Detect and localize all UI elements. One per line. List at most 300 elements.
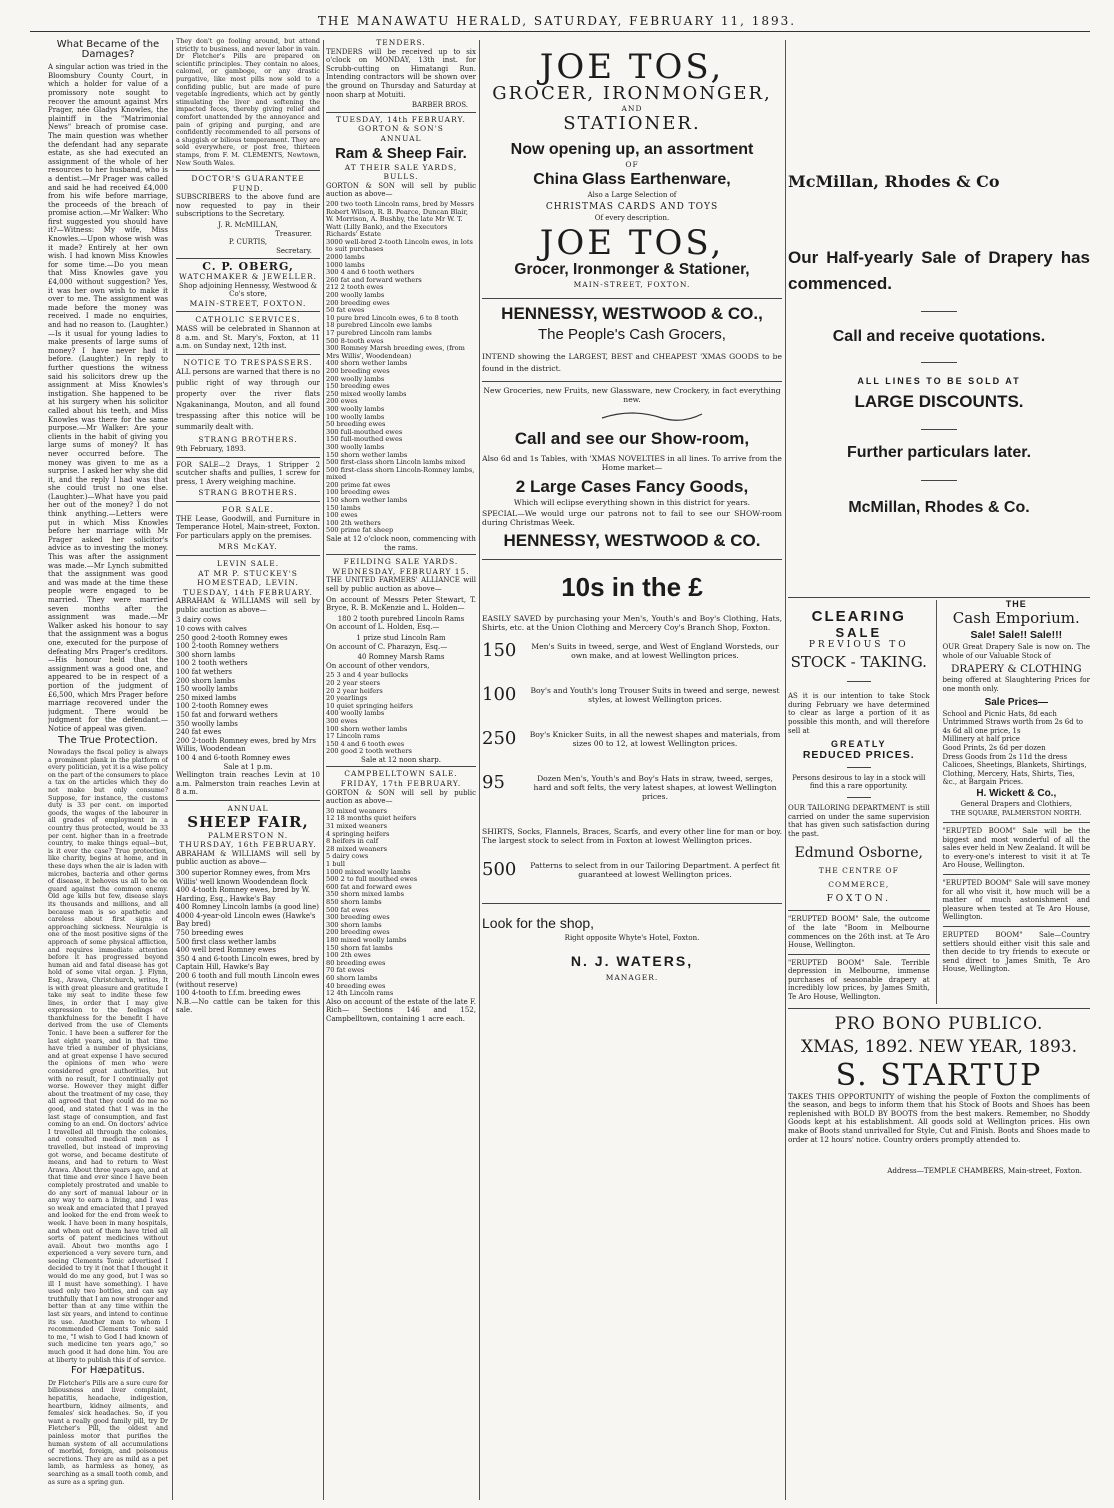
- list-item: 300 woolly lambs: [326, 442, 385, 451]
- forsale-body: FOR SALE—2 Drays, 1 Stripper 2 scutcher shafts and pullies, 1 screw for press, 1 Avery weighing machine.: [176, 460, 320, 486]
- waters-name: N. J. WATERS,: [570, 952, 694, 969]
- quantity: 100: [482, 683, 517, 705]
- oberg-trade: WATCHMAKER & JEWELLER.: [178, 272, 318, 282]
- clothing-row: [482, 771, 782, 801]
- quantity: 95: [482, 771, 505, 793]
- the-label: THE: [1005, 598, 1027, 609]
- bulls-intro: GORTON & SON will sell by public auction as above—: [326, 181, 476, 199]
- list-item: 300 4 and 6 tooth wethers: [326, 268, 415, 277]
- list-item: 150 4 and 6 tooth ewes: [326, 739, 405, 748]
- list-item: 100 2-tooth Romney wethers: [176, 642, 279, 651]
- list-item: 150 lambs: [326, 503, 361, 512]
- column-divider: [936, 600, 937, 1004]
- masthead: THE MANAWATU HERALD, SATURDAY, FEBRUARY 11, 1893.: [317, 14, 797, 28]
- list-item: 150 woolly lambs: [176, 685, 238, 694]
- feilding-account: On account of other vendors,: [326, 661, 430, 670]
- list-item: 200 2-tooth Romney ewes, bred by Mrs Willis, Woodendean: [176, 736, 316, 754]
- wickett-address: THE SQUARE, PALMERSTON NORTH.: [950, 808, 1082, 817]
- clothing-row: [482, 727, 782, 749]
- list-item: 100 2-tooth Romney ewes: [176, 702, 269, 711]
- centre-commerce: THE CENTRE OF COMMERCE,: [818, 866, 899, 890]
- forsale-title: FOR SALE.: [222, 504, 274, 514]
- description: Men's Suits in tweed, serge, and West of England Worsteds, our own make, and at lowest Wellington prices.: [531, 641, 779, 660]
- erupted-boom-ad: ERUPTED BOOM" Sale—Country settlers should either visit this sale and then decide to try friends to execute or send direct to James Smith, Te Aro House, Wellington.: [942, 931, 1090, 974]
- fund-body: SUBSCRIBERS to the above fund are now requested to pay in their subscriptions to the Secretary.: [176, 193, 320, 219]
- list-item: 100 woolly lambs: [326, 412, 385, 421]
- shirts-note: SHIRTS, Socks, Flannels, Braces, Scarfs, and every other line for man or boy. The largest stock to select from in Foxton at lowest Wellington prices.: [482, 826, 782, 845]
- stock-taking: STOCK - TAKING.: [790, 653, 927, 672]
- look-for-shop: Look for the shop,: [482, 914, 595, 931]
- erupted-boom-ad: "ERUPTED BOOM" Sale, the outcome of the late "Boom in Melbourne commences on the 26th inst. at Te Aro House, Wellington.: [788, 915, 930, 950]
- divider: [788, 1008, 1090, 1009]
- list-item: 31 mixed weaners: [326, 822, 387, 831]
- divider: [943, 822, 1090, 823]
- mcmillan-title: McMillan, Rhodes & Co: [788, 172, 1000, 191]
- list-item: 200 woolly lambs: [326, 291, 385, 300]
- osborne-ad: [788, 600, 930, 1004]
- trespass-body: ALL persons are warned that there is no public right of way through our property over the river flats Ngakaninanga, Mouton, and all found trespassing after this notice will be summarily dealt with.: [176, 368, 320, 432]
- description: Dozen Men's, Youth's and Boy's Hats in straw, tweed, serges, hard and soft felts, the very latest shapes, at lowest Wellington prices.: [533, 773, 777, 801]
- divider: [176, 457, 320, 458]
- quantity: 250: [482, 727, 517, 749]
- list-item: 250 good 2-tooth Romney ewes: [176, 633, 288, 642]
- list-item: 250 mixed lambs: [176, 693, 237, 702]
- quantity: 500: [482, 858, 517, 880]
- tenders-title: TENDERS.: [376, 38, 426, 47]
- description: Boy's Knicker Suits, in all the newest shapes and materials, from sizes 00 to 12, at lowest Wellington prices.: [529, 729, 781, 748]
- date: 9th February, 1893.: [176, 444, 246, 453]
- list-item: 212 2 tooth ewes: [326, 283, 384, 292]
- column-1: [48, 38, 168, 1500]
- list-item: 300 full-mouthed ewes: [326, 427, 403, 436]
- list-item: 100 fat wethers: [176, 668, 232, 677]
- column-5: [788, 38, 1090, 1500]
- list-item: 260 fat and forward wethers: [326, 275, 422, 284]
- article-body: Dr Fletcher's Pills are a sure cure for biliousness and liver complaint, hepatitis, headache, indigestion, heartburn, kidney ailments, and females' sick headaches. So, if you want a really good family pill, try Dr Fletcher's Pill, the oldest and painless motor that purifies the human system of all accumulations of morbid, foreign, and poisonous secretions. They are as mild as a pet lamb, as harmless as honey, as searching as a small tooth comb, and as sure as a spring gun.: [48, 1379, 168, 1486]
- list-item: 300 breeding ewes: [326, 913, 390, 922]
- sheep-fair-title: SHEEP FAIR,: [187, 812, 309, 831]
- list-item: 200 two tooth Lincoln rams, bred by Messrs Robert Wilson, R. B. Pearce, Duncan Blair, W. Morrison, A. Bushby, the late Mr W. T. Watt (Lilly Bank), and the Executors Richards' Estate: [326, 199, 474, 239]
- sale-headline: SALE: [835, 624, 883, 640]
- divider: [788, 597, 1090, 598]
- feilding-account: On account of Messrs Peter Stewart, T. Bryce, R. B. McKenzie and L. Holden—: [326, 595, 476, 613]
- signature: Treasurer.: [275, 229, 312, 238]
- list-item: 300 shorn lambs: [176, 650, 236, 659]
- list-item: 100 2 tooth wethers: [176, 659, 248, 668]
- persons-note: Persons desirous to lay in a stock will find this a rare opportunity.: [792, 773, 926, 791]
- feilding-item: 40 Romney Marsh Rams: [357, 653, 445, 662]
- feilding-item: 180 2 tooth purebred Lincoln Rams: [337, 614, 465, 623]
- signature: STRANG BROTHERS.: [198, 435, 298, 445]
- previous-label: PREVIOUS TO: [808, 640, 909, 651]
- list-item: 350 woolly lambs: [176, 719, 238, 728]
- signature: BARBER BROS.: [411, 101, 468, 110]
- list-item: 17 purebred Lincoln ram lambs: [326, 329, 432, 337]
- column-divider: [785, 40, 786, 1500]
- ten-shillings-headline: 10s in the £: [561, 571, 703, 602]
- divider: [482, 903, 782, 904]
- divider: [482, 298, 782, 299]
- list-item: 150 breeding ewes: [326, 382, 390, 391]
- campbelltown-date: FRIDAY, 17th FEBRUARY.: [340, 779, 462, 789]
- joe-tos-trade: Grocer, Ironmonger & Stationer,: [514, 261, 750, 279]
- ram-fair-title: Ram & Sheep Fair.: [335, 144, 467, 162]
- mcmillan-footer: McMillan, Rhodes & Co.: [848, 498, 1030, 516]
- column-divider: [172, 40, 173, 1500]
- oberg-name: C. P. OBERG,: [202, 260, 294, 274]
- list-item: 4 springing heifers: [326, 829, 390, 838]
- sale-time: Sale at 12 o'clock noon, commencing with the rams.: [326, 535, 476, 552]
- list-item: 12 4th Lincoln rams: [326, 989, 394, 998]
- divider: [921, 480, 957, 481]
- levin-subtitle: AT MR P. STUCKEY'S HOMESTEAD, LEVIN.: [197, 568, 299, 588]
- list-item: 150 shorn fat lambs: [326, 943, 393, 952]
- large-discounts: LARGE DISCOUNTS.: [854, 391, 1024, 411]
- divider: [482, 559, 782, 560]
- stock-list: [326, 808, 476, 998]
- call-quotations: Call and receive quotations.: [832, 328, 1046, 345]
- divider: [326, 766, 476, 767]
- divider: [847, 681, 871, 682]
- startup-address: Address—TEMPLE CHAMBERS, Main-street, Foxton.: [887, 1166, 1082, 1176]
- wickett-name: H. Wickett & Co.,: [976, 787, 1057, 799]
- list-item: 150 full-mouthed ewes: [326, 435, 403, 444]
- flourish: [482, 406, 782, 428]
- list-item: 100 2th wethers: [326, 518, 381, 527]
- column-4: [482, 38, 782, 1500]
- list-item: 240 fat ewes: [176, 728, 222, 737]
- list-item: 150 shorn wether lambs: [326, 496, 408, 505]
- list-item: 4000 4-year-old Lincoln ewes (Hawke's Bay bred): [176, 911, 316, 929]
- list-item: Millinery at half price: [942, 735, 1020, 744]
- hennessy-title: HENNESSY, WESTWOOD & CO.,: [501, 303, 763, 323]
- tenders-body: TENDERS will be received up to six o'clock on MONDAY, 13th inst. for Scrubb-cutting on Himatangi Run. Intending contractors will be shown over the ground on Thursday and Saturday at noon sharp at Motuiti.: [326, 47, 476, 99]
- feilding-title: FEILDING SALE YARDS.: [343, 557, 459, 567]
- campbelltown-title: CAMPBELLTOWN SALE.: [344, 769, 458, 779]
- divider: [176, 170, 320, 171]
- list-item: 500 2 to full mouthed ewes: [326, 875, 418, 884]
- divider: [326, 554, 476, 555]
- list-item: 100 breeding ewes: [326, 488, 390, 497]
- and-label: AND: [621, 104, 643, 113]
- list-item: Good Prints, 2s 6d per dozen: [942, 743, 1046, 752]
- list-item: 50 breeding ewes: [326, 420, 386, 429]
- prices-list: [943, 710, 1090, 787]
- list-item: 200 ewes: [326, 397, 358, 406]
- list-item: 20 2 year heifers: [326, 686, 383, 695]
- sale-exclaim: Sale! Sale!! Sale!!!: [970, 629, 1063, 642]
- masthead-rule: [30, 31, 1090, 32]
- palmerston-intro: ABRAHAM & WILLIAMS will sell by public auction as above—: [176, 849, 320, 867]
- pill-advert: They don't go fooling around, but attend strictly to business, and never labor in vain. Dr Fletcher's Pills are prepared on scientific principles. They contain no aloes, calomel, or gamboge, or any drastic purgative, like most pills now sold to a confiding public, but are made of pure vegetable ingredients, which act by gently stimulating the liver and softening the impacted feces, thereby giving relief and comfort unattended by the annoyance and pain of griping and purging, and are confidently recommended to all persons of a sluggish or bilious temperament. They are sold everywhere, or post free, thirteen stamps, from F. M. CLEMENTS, Newtown, New South Wales.: [176, 38, 320, 167]
- forsale-body: THE Lease, Goodwill, and Furniture in Temperance Hotel, Main-street, Foxton. For particulars apply on the premises.: [176, 514, 320, 540]
- list-item: 200 6 tooth and full mouth Lincoln ewes (without reserve): [176, 972, 320, 989]
- signature: P. CURTIS,: [228, 238, 268, 247]
- list-item: 3 dairy cows: [176, 616, 221, 625]
- easily-saved: EASILY SAVED by purchasing your Men's, Youth's and Boy's Clothing, Hats, Shirts, etc. at the Union Clothing and Mercery Coy's Branch Shop, Foxton.: [482, 613, 782, 632]
- tailoring-note: OUR TAILORING DEPARTMENT is still carried on under the same supervision that has given such satisfaction during the past.: [788, 803, 930, 838]
- reduced-prices: REDUCED PRICES.: [802, 749, 915, 762]
- foxton-label: FOXTON.: [826, 894, 891, 905]
- list-item: 500 first-class shorn Lincoln-Romney lambs, mixed: [326, 465, 475, 482]
- divider: [921, 311, 957, 312]
- list-item: 300 woolly lambs: [326, 404, 385, 413]
- joe-tos-trade: GROCER, IRONMONGER,: [492, 83, 772, 104]
- quantity: 150: [482, 639, 517, 661]
- list-item: 70 fat ewes: [326, 966, 365, 975]
- joe-tos-title: JOE TOS,: [539, 47, 725, 87]
- list-item: School and Picnic Hats, 8d each: [942, 709, 1057, 718]
- list-item: 500 8-tooth ewes: [326, 336, 384, 345]
- list-item: 20 yearlings: [326, 694, 368, 703]
- erupted-boom-ad: "ERUPTED BOOM" Sale. Terrible depression in Melbourne, immense purchases of seasonable drapery at incredibly low prices, by James Smith, Te Aro House, Wellington.: [788, 958, 930, 1002]
- sale-time: Sale at 1 p.m.: [223, 762, 273, 771]
- divider: [943, 926, 1090, 927]
- list-item: 850 shorn lambs: [326, 897, 382, 906]
- oberg-street: MAIN-STREET, FOXTON.: [189, 298, 307, 308]
- levin-intro: ABRAHAM & WILLIAMS will sell by public auction as above—: [176, 597, 320, 614]
- list-item: 200 good 2 tooth wethers: [326, 747, 412, 756]
- oberg-address: Shop adjoining Hennessy, Westwood & Co's store,: [178, 281, 318, 299]
- greatly-label: GREATLY: [831, 739, 887, 750]
- list-item: 50 fat ewes: [326, 306, 365, 315]
- feilding-intro: THE UNITED FARMERS' ALLIANCE will sell by public auction as above—: [326, 576, 476, 593]
- signature: STRANG BROTHERS.: [198, 488, 298, 498]
- list-item: 5 dairy cows: [326, 852, 369, 861]
- divider: [847, 797, 871, 798]
- train-note: Wellington train reaches Levin at 10 a.m. Palmerston train reaches Levin at 8 a.m.: [176, 771, 320, 797]
- trespass-title: NOTICE TO TRESPASSERS.: [183, 357, 313, 367]
- catholic-title: CATHOLIC SERVICES.: [195, 315, 301, 325]
- list-item: 300 ewes: [326, 716, 358, 725]
- stationer-label: STATIONER.: [563, 112, 701, 134]
- bulls-location: AT THEIR SALE YARDS, BULLS.: [344, 162, 458, 182]
- divider: [176, 800, 320, 801]
- list-item: 300 superior Romney ewes, from Mrs Willis' well known Woodendean flock: [176, 868, 311, 886]
- erupted-boom-ad: "ERUPTED BOOM" Sale will save money for all who visit it, how much will be a matter of much astonishment and pleasure when tested at Te Aro House, Wellington.: [942, 879, 1090, 922]
- spacer: [788, 193, 1090, 245]
- divider: [176, 501, 320, 502]
- auctioneer: GORTON & SON'S: [358, 124, 444, 134]
- startup-body: TAKES THIS OPPORTUNITY of wishing the people of Foxton the compliments of the season, and begs to inform them that his Stock of Boots and Shoes has been replenished with BOLD BY BOOTS from the best makers. Remember, no Shoddy Goods kept at his establishment. All goods sold at Wellington prices. His own make of Boots stand unrivalled for Style, Cut and Finish. Boots and Shoes made to order at 12 hours' notice. Country orders promptly attended to.: [788, 1091, 1090, 1144]
- half-yearly-sale: Our Half-yearly Sale of Drapery has commenced.: [788, 248, 1090, 293]
- as-it-body: AS it is our intention to take Stock during February we have determined to clear as large a portion of it as possible this month, and will therefore sell at: [788, 692, 930, 735]
- list-item: 180 mixed woolly lambs: [326, 935, 407, 944]
- clearing-headline: CLEARING: [811, 607, 906, 625]
- divider: [788, 910, 930, 911]
- list-item: 1000 mixed woolly lambs: [326, 867, 411, 876]
- stock-list: [176, 616, 320, 762]
- list-item: 400 woolly lambs: [326, 709, 385, 718]
- list-item: Dress Goods from 2s 11d the dress: [942, 752, 1068, 761]
- list-item: 3000 well-bred 2-tooth Lincoln ewes, in lots to suit purchases: [326, 237, 473, 254]
- list-item: 500 first class wether lambs: [176, 937, 277, 946]
- xmas-new-year: XMAS, 1892. NEW YEAR, 1893.: [800, 1036, 1078, 1057]
- signature: MRS McKAY.: [218, 542, 278, 552]
- list-item: Untrimmed Straws worth from 2s 6d to 4s 6d all one price, 1s: [942, 718, 1083, 735]
- showroom-headline: Call and see our Show-room,: [514, 428, 750, 448]
- feilding-account: On account of L. Holden, Esq.—: [326, 623, 440, 632]
- description: Patterns to select from in our Tailoring Department. A perfect fit guaranteed at lowest Wellington prices.: [530, 860, 780, 879]
- pro-bono-title: PRO BONO PUBLICO.: [834, 1013, 1044, 1034]
- list-item: 100 shorn wether lambs: [326, 724, 408, 733]
- article-title: The True Protection.: [58, 734, 158, 746]
- list-item: 17 Lincoln rams: [326, 732, 381, 741]
- list-item: 300 shorn lambs: [326, 920, 382, 929]
- flourish-icon: [482, 406, 782, 428]
- divider: [847, 767, 871, 768]
- list-item: Calicoes, Sheetings, Blankets, Shirtings, Clothing, Mercery, Hats, Shirts, Ties, &c., at Bargain Prices.: [942, 761, 1087, 787]
- clothing-row: [482, 683, 782, 705]
- list-item: 500 prime fat sheep: [326, 526, 394, 535]
- cash-emporium-ad: [943, 600, 1090, 1004]
- levin-title: LEVIN SALE.: [216, 558, 280, 568]
- list-item: 40 breeding ewes: [326, 981, 386, 990]
- list-item: 100 4-tooth to f.f.m. breeding ewes: [176, 989, 301, 998]
- sale-prices-title: Sale Prices—: [984, 696, 1048, 708]
- list-item: 100 4 and 6-tooth Romney ewes: [176, 753, 291, 762]
- divider: [482, 381, 782, 382]
- list-item: 600 fat and forward ewes: [326, 882, 412, 891]
- column-divider: [479, 40, 480, 1500]
- list-item: 150 fat and forward wethers: [176, 711, 278, 719]
- estate-note: Also on account of the estate of the late F. Rich— Sections 146 and 152, Campbelltown, containing 1 acre each.: [326, 997, 476, 1023]
- clothing-row: [482, 858, 782, 880]
- palmerston-date: THURSDAY, 16th FEBRUARY.: [179, 840, 317, 850]
- list-item: 25 3 and 4 year bullocks: [326, 671, 409, 680]
- list-item: 400 4-tooth Romney ewes, bred by W. Harding, Esq., Hawke's Bay: [176, 886, 310, 903]
- list-item: 10 cows with calves: [176, 625, 247, 634]
- list-item: 200 shorn lambs: [176, 676, 236, 685]
- feilding-item: 1 prize stud Lincoln Ram: [356, 633, 446, 642]
- startup-name: S. STARTUP: [835, 1057, 1043, 1093]
- special-note: SPECIAL—We would urge our patrons not to fail to see our SHOW-room during Christmas Week.: [482, 508, 782, 527]
- divider: [788, 954, 930, 955]
- joe-tos-title: JOE TOS,: [539, 223, 725, 264]
- divider: [921, 362, 957, 363]
- list-item: 300 Romney Marsh breeding ewes, (from Mrs Willis', Woodendean): [326, 344, 465, 360]
- divider: [176, 354, 320, 355]
- spacer: [788, 38, 1090, 171]
- list-item: 200 breeding ewes: [326, 366, 390, 375]
- hennessy-subtitle: The People's Cash Grocers,: [538, 325, 726, 343]
- xmas-cards: CHRISTMAS CARDS AND TOYS: [545, 201, 719, 212]
- column-3: [326, 38, 476, 1500]
- list-item: 28 mixed weaners: [326, 844, 387, 853]
- further-particulars: Further particulars later.: [846, 443, 1032, 461]
- all-lines: ALL LINES TO BE SOLD AT: [857, 376, 1021, 386]
- stock-list: [176, 869, 320, 998]
- sale-time: Sale at 12 noon sharp.: [361, 755, 441, 764]
- list-item: 1 bull: [326, 860, 345, 868]
- list-item: 400 shorn wether lambs: [326, 359, 408, 368]
- list-item: 12 18 months quiet heifers: [326, 814, 417, 823]
- list-item: 1000 lambs: [326, 260, 365, 269]
- article-body: Nowadays the fiscal policy is always a prominent plank in the platform of every politician, yet it is a wise policy on the part of the consumers to place a tax on the articles which they do not make but only consume? Suppose, for instance, the customs duty is 33 per cent. on imported goods, the wages of the labourer in all grades of employment in a country thus protected, would be 33 per cent. higher than in a freetrade country, to make things equal—but, is it ever the case? True protection, like charity, begins at home, and in these days when the air is laden with microbes, bacteria and other germs of disease, it behoves us all to be on guard against the common enemy. Old age kills but few, disease slays its thousands and millions, and all because man is so apathetic and careless about first signs of approaching sickness. Neuralgia is one of the most positive signs of the approach of some physical affliction, and requires immediate attention before it has progressed beyond human aid and fatal disease has got hold of some vital organ. J. Flynn, Esq., Arawa, Christchurch, writes, It is with great pleasure and gratitude I take my seat to indite these few lines, in order that I may give expression to the feelings of thankfulness for the benefit I have derived from the use of Clements Tonic. I have been a sufferer for the last eight years, and in that time have tried a number of physicians, and at great expense I have secured the opinions of men who were considered great authorities, but with no result, for I continually got worse. However they might differ about the treatment of my case, they all agreed that they could do me no good, and stated that I was in the last stage of consumption, and fast coming to an end. On doctors' advice I travelled all through the colonies, and consulted medical men as I travelled, but instead of improving got worse, and became destitute of means, and had to return to West Arawa. About three years ago, and at that time and ever since I have been completely prostrated and unable to do any sort of manual labour or in any way to earn a living, and I was so weak and emaciated that I prayed and looked for the end from week to week. I have been in many hospitals, and when out of them have tried all sorts of patent medicines without avail. About two months ago I experienced a very severe turn, and seeing Clements Tonic advertised I decided to try it (not that I thought it would do me any good, but I was so ill I must have something). I have used only two bottles, and can say truthfully that I am now stronger and better than at any time within the last six years, and intend to continue its use. Another man to whom I recommended Clements Tonic said to me, "I wish to God I had known of such medicine ten years ago," so much good it had done him. You are at liberty to publish this if of service.: [48, 749, 168, 1364]
- column-2: [176, 38, 320, 1500]
- list-item: 750 breeding ewes: [176, 929, 244, 938]
- list-item: 200 woolly lambs: [326, 374, 385, 383]
- divider: [176, 258, 320, 259]
- list-item: 350 4 and 6-tooth Lincoln ewes, bred by Captain Hill, Hawke's Bay: [176, 954, 320, 972]
- list-item: 18 purebred Lincoln ewe lambs: [326, 321, 432, 330]
- tables-note: Also 6d and 1s Tables, with 'XMAS NOVELTIES in all lines. To arrive from the Home market—: [482, 453, 782, 472]
- list-item: 80 breeding ewes: [326, 958, 386, 967]
- china-headline: China Glass Earthenware,: [533, 171, 731, 189]
- campbelltown-intro: GORTON & SON will sell by public auction as above—: [326, 788, 476, 806]
- erupted-boom-ad: "ERUPTED BOOM" Sale will be the biggest and most wonderful of all the sales ever held in New Zealand. It will be to every-one's interest to visit it at Te Aro House, Wellington.: [942, 827, 1090, 870]
- article-title: For Hæpatitus.: [71, 1365, 145, 1377]
- list-item: 10 quiet springing heifers: [326, 701, 413, 710]
- divider: [176, 555, 320, 556]
- levin-date: TUESDAY, 14th FEBRUARY.: [183, 587, 313, 597]
- list-item: 100 2th ewes: [326, 951, 371, 960]
- feilding-date: WEDNESDAY, FEBRUARY 15.: [332, 566, 470, 576]
- eclipse-note: Which will eclipse everything shown in this district for years.: [513, 497, 751, 507]
- divider: [921, 429, 957, 430]
- of-label: OF: [625, 159, 639, 169]
- clothing-row: [482, 639, 782, 661]
- signature: J. R. McMILLAN,: [218, 221, 278, 230]
- list-item: 150 shorn wether lambs: [326, 450, 408, 459]
- list-item: 250 mixed woolly lambs: [326, 389, 407, 398]
- list-item: 350 shorn mixed lambs: [326, 890, 404, 899]
- description: Boy's and Youth's long Trouser Suits in tweed and serge, newest styles, at lowest Wellington prices.: [530, 685, 780, 704]
- stock-list: [326, 672, 476, 756]
- hennessy-new: New Groceries, new Fruits, new Glassware, new Crockery, in fact everything new.: [483, 385, 781, 404]
- list-item: 8 heifers in calf: [326, 837, 379, 846]
- our-great-sale: OUR Great Drapery Sale is now on. The whole of our Valuable Stock of: [942, 643, 1090, 660]
- article-title: What Became of the Damages?: [56, 39, 160, 60]
- article-body: A singular action was tried in the Bloomsbury County Court, in which a holder for value of a promissory note sought to recover the amount against Mrs Prager, née Gladys Knowles, the plaintiff in the "Matrimonial News" breach of promise case. The main question was whether the defendant had any separate estate, as she had executed an assignment of the whole of her resources to her husband, who is a dentist.—Mr Prager was called and said he had received £4,000 from his wife before marriage, the proceeds of the breach of promise action.—Mr Walker: Who first suggested you should have it?—Witness: My wife, Miss Knowles.—Upon whose wish was it made? Entirely at her own wish. I had known Miss Knowles for some time.—Do you mean that Miss Knowles gave you £4,000 without suggestion? Yes, it was her own wish to make it over to me. The assignment was made before the money was received. I made no enquiries, and had no reason to. (Laughter.)—Is it usual for young ladies to make presents of large sums of money? I have never had it before. (Laughter.) In reply to further questions the witness said his solicitors drew up the assignment at Miss Knowles's instigation. She happened to be at his surgery when his solicitor called about his teeth, and Miss Knowles was there for the same purpose.—Mr Walker: Are your clients in the habit of giving you large sums of money? It has never occurred before. The money was given to me as a surprise. I asked her why she did it, and the reply I had was that she could trust no one else. (Laughter.)—What have you paid her out of the money? I do not think anything.—Letters were put in which Miss Knowles before her marriage with Mr Prager asked her solicitor's advice as to investing the money. This was after the assignment was made.—Mr Lynch submitted that the assignment was good and was made at the time these people were engaged to be married. They were married seven months after the assignment was made.—Mr Walker asked his honour to say that the assignment was a bogus one, executed for the purpose of defeating Mrs Prager's creditors.—His honour held that the assignment was a good one, and appeared to be in respect of a portion of the judgment of £6,500, which Mrs Prager before marriage recovered under the judgment. There would be judgment for the defendant.—Notice of appeal was given.: [48, 63, 168, 733]
- palmerston-label: PALMERSTON N.: [207, 830, 289, 840]
- edmund-osborne: Edmund Osborne,: [794, 845, 923, 862]
- list-item: 500 fat ewes: [326, 905, 369, 914]
- list-item: 400 well bred Romney ewes: [176, 946, 276, 955]
- spacer: [788, 519, 1090, 597]
- divider: [943, 874, 1090, 875]
- stock-list: [326, 201, 476, 535]
- sale-date: TUESDAY, 14th FEBRUARY.: [336, 114, 466, 124]
- note: N.B.—No cattle can be taken for this sale.: [176, 997, 320, 1015]
- list-item: 10 pure bred Lincoln ewes, 6 to 8 tooth: [326, 313, 459, 322]
- joe-tos-street: MAIN-STREET, FOXTON.: [573, 280, 691, 290]
- list-item: 500 first-class shorn Lincoln lambs mixed: [326, 458, 466, 467]
- every-label: Of every description.: [594, 213, 670, 222]
- list-item: 30 mixed weaners: [326, 806, 387, 815]
- hennessy-intend: INTEND showing the LARGEST, BEST and CHEAPEST 'XMAS GOODS to be found in the district.: [482, 351, 782, 373]
- fancy-headline: 2 Large Cases Fancy Goods,: [515, 476, 749, 496]
- clothing-list: [482, 639, 782, 801]
- list-item: 400 Romney Lincoln lambs (a good line): [176, 903, 319, 912]
- list-item: 60 shorn lambs: [326, 973, 378, 982]
- also-label: Also a Large Selection of: [587, 191, 677, 200]
- wickett-trade: General Drapers and Clothiers,: [960, 799, 1072, 808]
- list-item: 2000 lambs: [326, 253, 365, 262]
- divider: [326, 112, 476, 113]
- hennessy-footer: HENNESSY, WESTWOOD & CO.: [503, 530, 761, 550]
- manager-label: MANAGER.: [605, 972, 659, 982]
- list-item: 20 2 year steers: [326, 678, 380, 687]
- list-item: 100 ewes: [326, 511, 358, 520]
- divider: [176, 311, 320, 312]
- lower-ads: [788, 600, 1090, 1004]
- list-item: 200 breeding ewes: [326, 928, 390, 937]
- opposite-note: Right opposite Whyte's Hotel, Foxton.: [564, 933, 700, 942]
- fund-title: DOCTOR'S GUARANTEE FUND.: [191, 174, 305, 193]
- annual-label: ANNUAL: [227, 803, 269, 813]
- cash-emporium-title: Cash Emporium.: [952, 609, 1080, 628]
